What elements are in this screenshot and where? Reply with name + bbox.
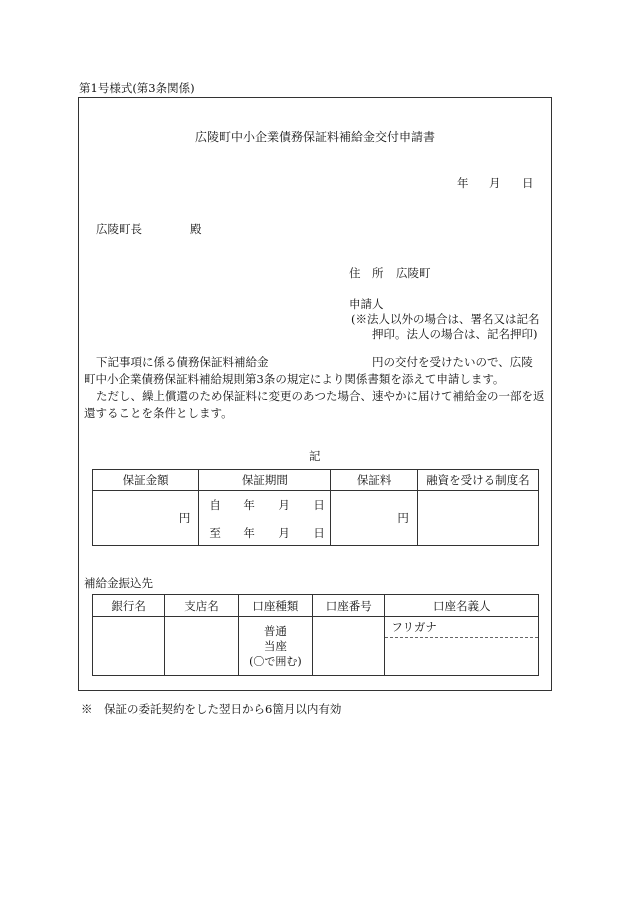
account-type-note: (〇で囲む) <box>249 654 302 668</box>
fee-yen-label: 円 <box>397 511 409 525</box>
header-guarantee-fee: 保証料 <box>331 470 417 491</box>
page-title: 広陵町中小企業債務保証料補給金交付申請書 <box>194 130 435 144</box>
date-day: 日 <box>522 176 534 190</box>
date-year: 年 <box>457 176 469 190</box>
period-to-year: 年 <box>243 526 255 540</box>
address-label: 住 所 <box>349 266 384 280</box>
bank-name-cell <box>93 617 165 676</box>
guarantee-amount-cell <box>93 491 199 546</box>
addressee-honorific: 殿 <box>190 222 202 236</box>
period-to-month: 月 <box>278 526 290 540</box>
loan-program-cell <box>417 491 538 546</box>
header-account-number: 口座番号 <box>313 595 385 617</box>
period-from-month: 月 <box>278 498 290 512</box>
body-line-4: 還することを条件とします。 <box>84 406 233 420</box>
applicant-note-2: 押印。法人の場合は、記名押印) <box>372 327 538 341</box>
ki-label: 記 <box>309 449 321 463</box>
header-loan-program: 融資を受ける制度名 <box>417 470 538 491</box>
applicant-note-1: (※法人以外の場合は、署名又は記名 <box>351 312 540 326</box>
account-type-futsu: 普通 <box>263 623 287 638</box>
body-line-1b: 円の交付を受けたいので、広陵 <box>372 355 533 369</box>
furigana-label: フリガナ <box>391 620 437 634</box>
body-line-2: 町中小企業債務保証料補給規則第3条の規定により関係書類を添えて申請します。 <box>84 372 505 386</box>
period-from-year: 年 <box>243 498 255 512</box>
period-from-label: 自 <box>209 498 221 512</box>
account-holder-name-area <box>385 637 538 675</box>
header-branch-name: 支店名 <box>165 595 238 617</box>
body-line-3: ただし、繰上償還のため保証料に変更のあつた場合、速やかに届けて補給金の一部を返 <box>96 389 545 403</box>
account-number-cell <box>313 617 385 676</box>
addressee-name: 広陵町長 <box>96 222 142 236</box>
bank-section-label: 補給金振込先 <box>84 576 153 590</box>
header-bank-name: 銀行名 <box>93 595 165 617</box>
yen-label: 円 <box>178 511 191 525</box>
guarantee-period-cell <box>199 491 331 546</box>
bank-table <box>92 594 539 676</box>
header-account-holder: 口座名義人 <box>385 595 539 617</box>
form-label: 第1号様式(第3条関係) <box>79 81 195 95</box>
header-guarantee-amount: 保証金額 <box>93 470 199 491</box>
account-type-cell <box>238 617 312 676</box>
period-to-label: 至 <box>209 526 221 540</box>
footnote: ※ 保証の委託契約をした翌日から6箇月以内有効 <box>81 702 342 716</box>
header-guarantee-period: 保証期間 <box>199 470 331 491</box>
address-value: 広陵町 <box>396 266 431 280</box>
account-holder-cell <box>385 617 539 676</box>
period-to-day: 日 <box>313 526 325 540</box>
branch-name-cell <box>165 617 238 676</box>
applicant-label: 申請人 <box>349 297 384 311</box>
guarantee-table <box>92 469 539 546</box>
header-account-type: 口座種類 <box>238 595 312 617</box>
period-from-day: 日 <box>313 498 325 512</box>
date-month: 月 <box>489 176 501 190</box>
guarantee-fee-cell <box>331 491 417 546</box>
account-type-toza: 当座 <box>263 638 287 653</box>
body-line-1a: 下記事項に係る債務保証料補給金 <box>96 355 269 369</box>
